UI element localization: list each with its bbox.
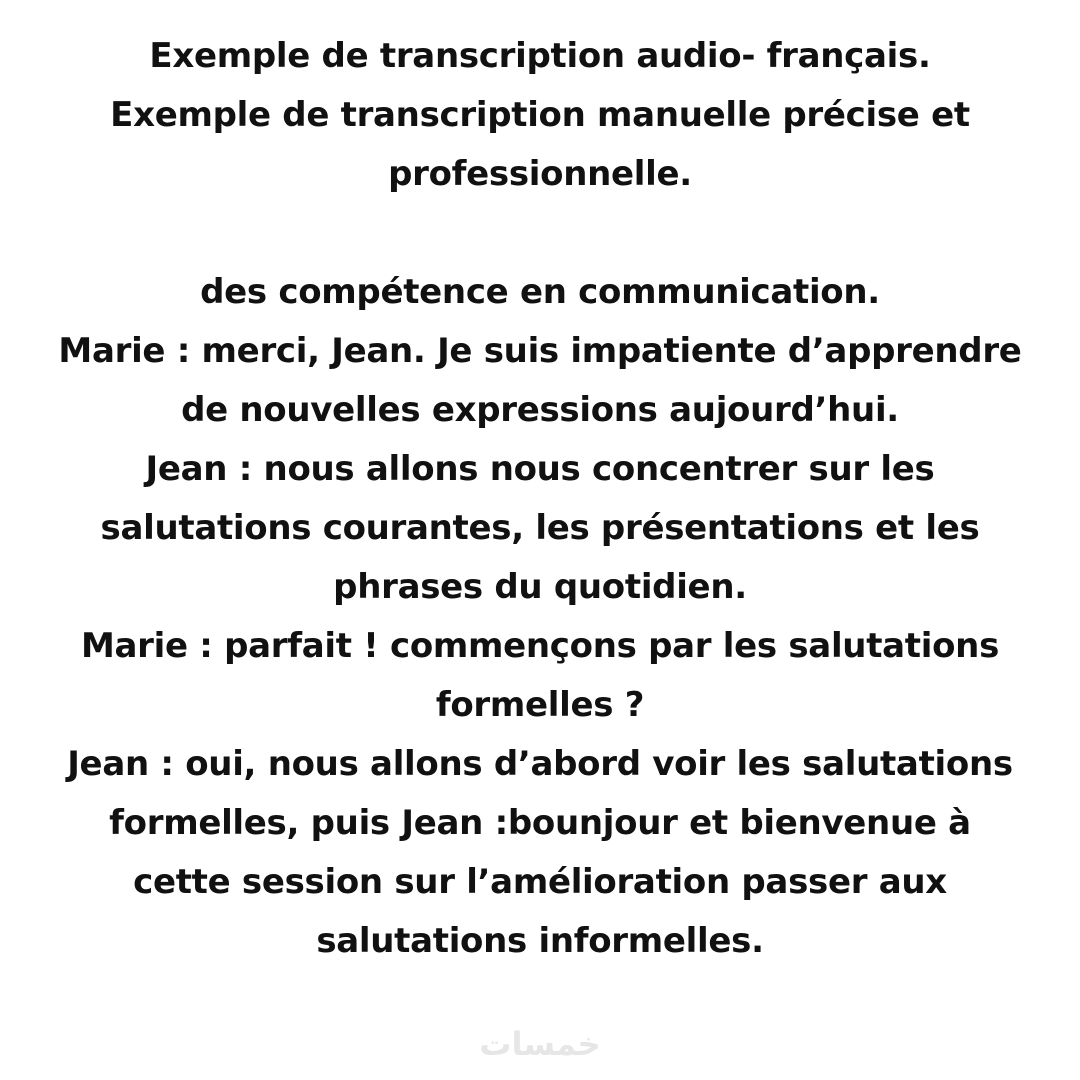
dialogue-line: cette session sur l’amélioration passer aux <box>133 862 947 902</box>
dialogue-line: Marie : parfait ! commençons par les salutations <box>80 626 1000 666</box>
dialogue-line: formelles ? <box>435 685 645 725</box>
dialogue-line: Jean : nous allons nous concentrer sur les <box>145 449 935 489</box>
blank-line <box>0 204 1080 263</box>
transcription-text <box>0 27 1080 971</box>
dialogue-line: formelles, puis Jean :bounjour et bienvenue à <box>109 803 971 843</box>
dialogue-line: salutations courantes, les présentations et les <box>100 508 980 548</box>
dialogue-line: phrases du quotidien. <box>333 567 747 607</box>
title-line-1: Exemple de transcription audio- français. <box>149 36 931 76</box>
dialogue-line: de nouvelles expressions aujourd’hui. <box>181 390 899 430</box>
text-line: des compétence en communication. <box>200 272 880 312</box>
title-line-2: Exemple de transcription manuelle précise et <box>110 95 970 135</box>
watermark-logo: خمسات <box>479 1025 601 1063</box>
title-line-3: professionnelle. <box>388 154 692 194</box>
dialogue-line: salutations informelles. <box>316 921 764 961</box>
dialogue-line: Jean : oui, nous allons d’abord voir les salutations <box>67 744 1013 784</box>
dialogue-line: Marie : merci, Jean. Je suis impatiente d’apprendre <box>58 331 1022 371</box>
